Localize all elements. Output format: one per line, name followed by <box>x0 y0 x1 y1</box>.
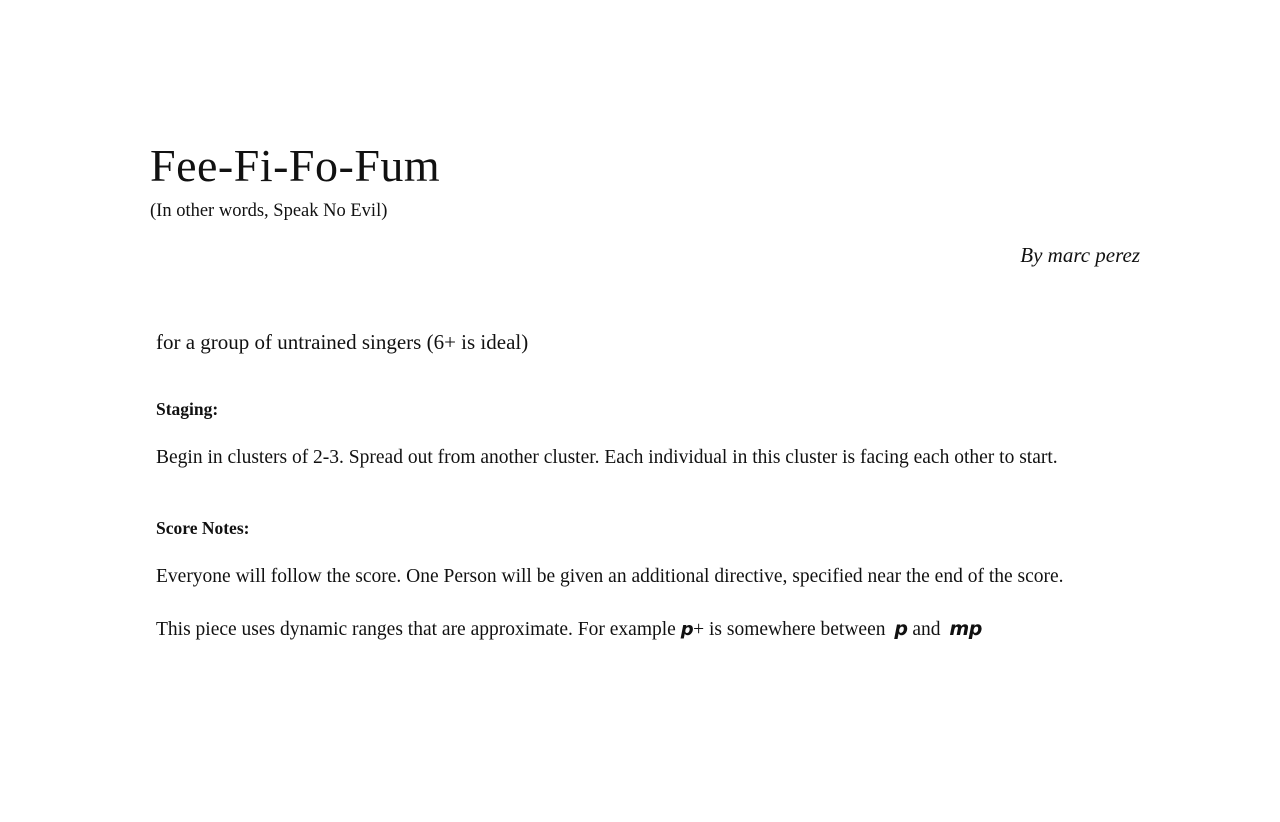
ensemble-note: for a group of untrained singers (6+ is ideal) <box>156 329 529 354</box>
document-body <box>150 140 1140 646</box>
section-text-staging: Begin in clusters of 2-3. Spread out from another cluster. Each individual in this cluster is facing each other to start. <box>156 446 1058 468</box>
dynamics-paragraph <box>156 614 1131 646</box>
dynamic-marking-p: p <box>894 618 908 641</box>
section-heading-score-notes: Score Notes: <box>156 517 250 538</box>
section-heading-staging: Staging: <box>156 398 219 419</box>
section-staging <box>156 399 1140 474</box>
dynamic-marking-mp: mp <box>949 618 982 641</box>
dynamic-marking-p-plus: p <box>680 619 694 641</box>
dynamics-middle-text: is somewhere between <box>708 619 886 641</box>
section-score-notes <box>156 518 1140 646</box>
byline: By marc perez <box>1020 242 1140 267</box>
dynamics-lead-text: This piece uses dynamic ranges that are approximate. For example <box>156 619 676 641</box>
section-text-score-notes: Everyone will follow the score. One Person will be given an additional directive, specified near the end of the score. <box>156 565 1064 587</box>
dynamics-conjunction: and <box>912 619 941 641</box>
page-title: Fee-Fi-Fo-Fum <box>150 140 441 191</box>
page-subtitle: (In other words, Speak No Evil) <box>150 200 388 221</box>
dynamic-plus-sign: + <box>693 619 705 641</box>
